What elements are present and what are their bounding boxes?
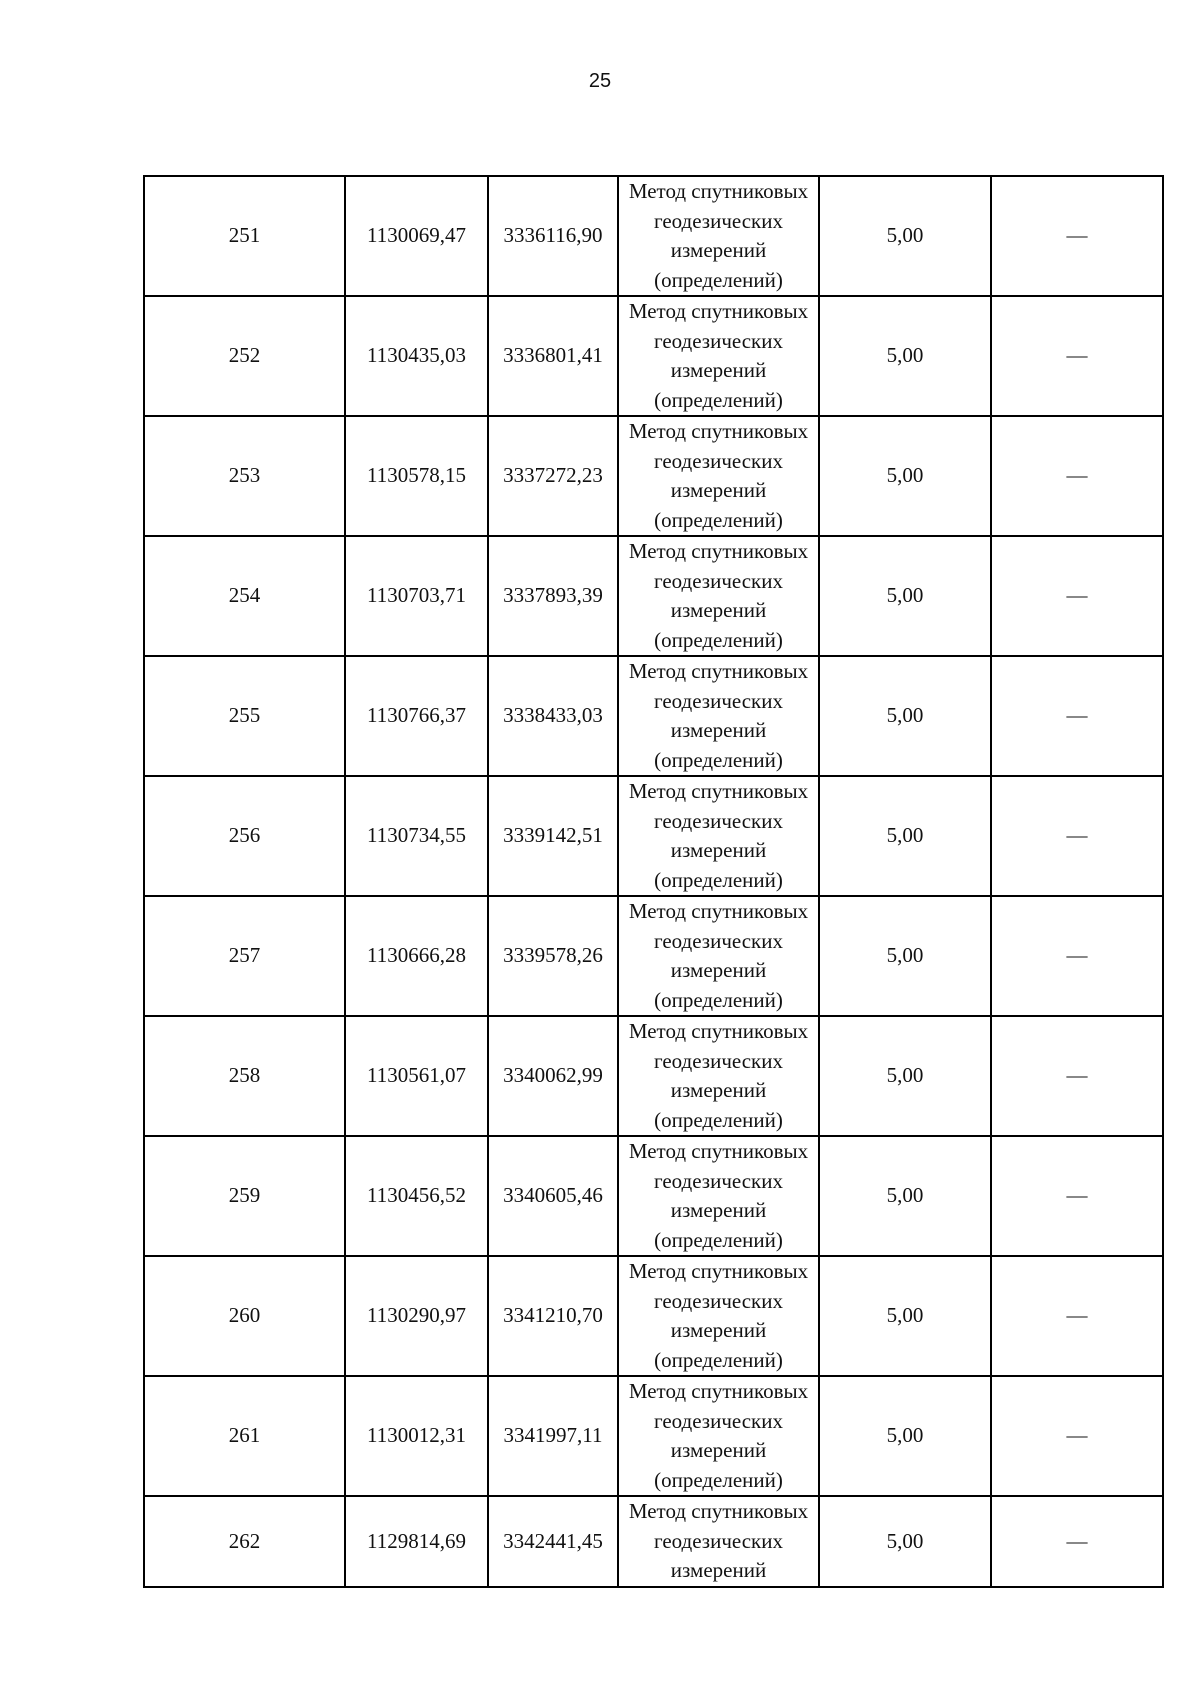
accuracy-cell: 5,00 [819, 656, 991, 776]
method-cell: Метод спутниковых геодезических измерений (определений) [618, 416, 819, 536]
y-coordinate-cell: 3339142,51 [488, 776, 618, 896]
table-row [144, 1376, 1163, 1496]
accuracy-cell: 5,00 [819, 176, 991, 296]
page-number: 25 [588, 70, 612, 92]
point-number-cell: 252 [144, 296, 345, 416]
accuracy-cell: 5,00 [819, 416, 991, 536]
method-cell: Метод спутниковых геодезических измерений (определений) [618, 1376, 819, 1496]
table-row [144, 896, 1163, 1016]
table-row [144, 1136, 1163, 1256]
x-coordinate-cell: 1130561,07 [345, 1016, 488, 1136]
point-number-cell: 257 [144, 896, 345, 1016]
method-cell: Метод спутниковых геодезических измерений (определений) [618, 536, 819, 656]
method-cell: Метод спутниковых геодезических измерений (определений) [618, 1136, 819, 1256]
accuracy-cell: 5,00 [819, 1376, 991, 1496]
point-number-cell: 253 [144, 416, 345, 536]
table-row [144, 1016, 1163, 1136]
point-number-cell: 261 [144, 1376, 345, 1496]
note-cell: — [991, 1496, 1163, 1587]
y-coordinate-cell: 3336116,90 [488, 176, 618, 296]
table-row [144, 536, 1163, 656]
x-coordinate-cell: 1130578,15 [345, 416, 488, 536]
table-row [144, 176, 1163, 296]
y-coordinate-cell: 3340605,46 [488, 1136, 618, 1256]
x-coordinate-cell: 1130666,28 [345, 896, 488, 1016]
note-cell: — [991, 176, 1163, 296]
accuracy-cell: 5,00 [819, 1496, 991, 1587]
table-row [144, 1256, 1163, 1376]
accuracy-cell: 5,00 [819, 296, 991, 416]
method-cell: Метод спутниковых геодезических измерений (определений) [618, 776, 819, 896]
note-cell: — [991, 416, 1163, 536]
point-number-cell: 259 [144, 1136, 345, 1256]
table-row [144, 656, 1163, 776]
coordinates-table-body [144, 176, 1163, 1587]
table-row [144, 776, 1163, 896]
x-coordinate-cell: 1130456,52 [345, 1136, 488, 1256]
note-cell: — [991, 1256, 1163, 1376]
method-cell: Метод спутниковых геодезических измерений [618, 1496, 819, 1587]
accuracy-cell: 5,00 [819, 536, 991, 656]
point-number-cell: 258 [144, 1016, 345, 1136]
x-coordinate-cell: 1130435,03 [345, 296, 488, 416]
note-cell: — [991, 656, 1163, 776]
coordinates-table [143, 175, 1164, 1588]
method-cell: Метод спутниковых геодезических измерений (определений) [618, 1256, 819, 1376]
note-cell: — [991, 1016, 1163, 1136]
y-coordinate-cell: 3337272,23 [488, 416, 618, 536]
y-coordinate-cell: 3341210,70 [488, 1256, 618, 1376]
x-coordinate-cell: 1130734,55 [345, 776, 488, 896]
point-number-cell: 254 [144, 536, 345, 656]
y-coordinate-cell: 3336801,41 [488, 296, 618, 416]
x-coordinate-cell: 1130290,97 [345, 1256, 488, 1376]
method-cell: Метод спутниковых геодезических измерений (определений) [618, 896, 819, 1016]
table-row [144, 1496, 1163, 1587]
y-coordinate-cell: 3337893,39 [488, 536, 618, 656]
x-coordinate-cell: 1130703,71 [345, 536, 488, 656]
method-cell: Метод спутниковых геодезических измерений (определений) [618, 656, 819, 776]
table-row [144, 416, 1163, 536]
x-coordinate-cell: 1130766,37 [345, 656, 488, 776]
method-cell: Метод спутниковых геодезических измерений (определений) [618, 296, 819, 416]
note-cell: — [991, 536, 1163, 656]
y-coordinate-cell: 3340062,99 [488, 1016, 618, 1136]
point-number-cell: 262 [144, 1496, 345, 1587]
method-cell: Метод спутниковых геодезических измерений (определений) [618, 176, 819, 296]
accuracy-cell: 5,00 [819, 896, 991, 1016]
x-coordinate-cell: 1130069,47 [345, 176, 488, 296]
note-cell: — [991, 776, 1163, 896]
y-coordinate-cell: 3338433,03 [488, 656, 618, 776]
accuracy-cell: 5,00 [819, 1256, 991, 1376]
accuracy-cell: 5,00 [819, 1136, 991, 1256]
accuracy-cell: 5,00 [819, 1016, 991, 1136]
x-coordinate-cell: 1130012,31 [345, 1376, 488, 1496]
y-coordinate-cell: 3342441,45 [488, 1496, 618, 1587]
point-number-cell: 255 [144, 656, 345, 776]
note-cell: — [991, 896, 1163, 1016]
point-number-cell: 260 [144, 1256, 345, 1376]
table-row [144, 296, 1163, 416]
method-cell: Метод спутниковых геодезических измерений (определений) [618, 1016, 819, 1136]
note-cell: — [991, 1136, 1163, 1256]
point-number-cell: 256 [144, 776, 345, 896]
note-cell: — [991, 296, 1163, 416]
point-number-cell: 251 [144, 176, 345, 296]
note-cell: — [991, 1376, 1163, 1496]
x-coordinate-cell: 1129814,69 [345, 1496, 488, 1587]
y-coordinate-cell: 3339578,26 [488, 896, 618, 1016]
y-coordinate-cell: 3341997,11 [488, 1376, 618, 1496]
accuracy-cell: 5,00 [819, 776, 991, 896]
